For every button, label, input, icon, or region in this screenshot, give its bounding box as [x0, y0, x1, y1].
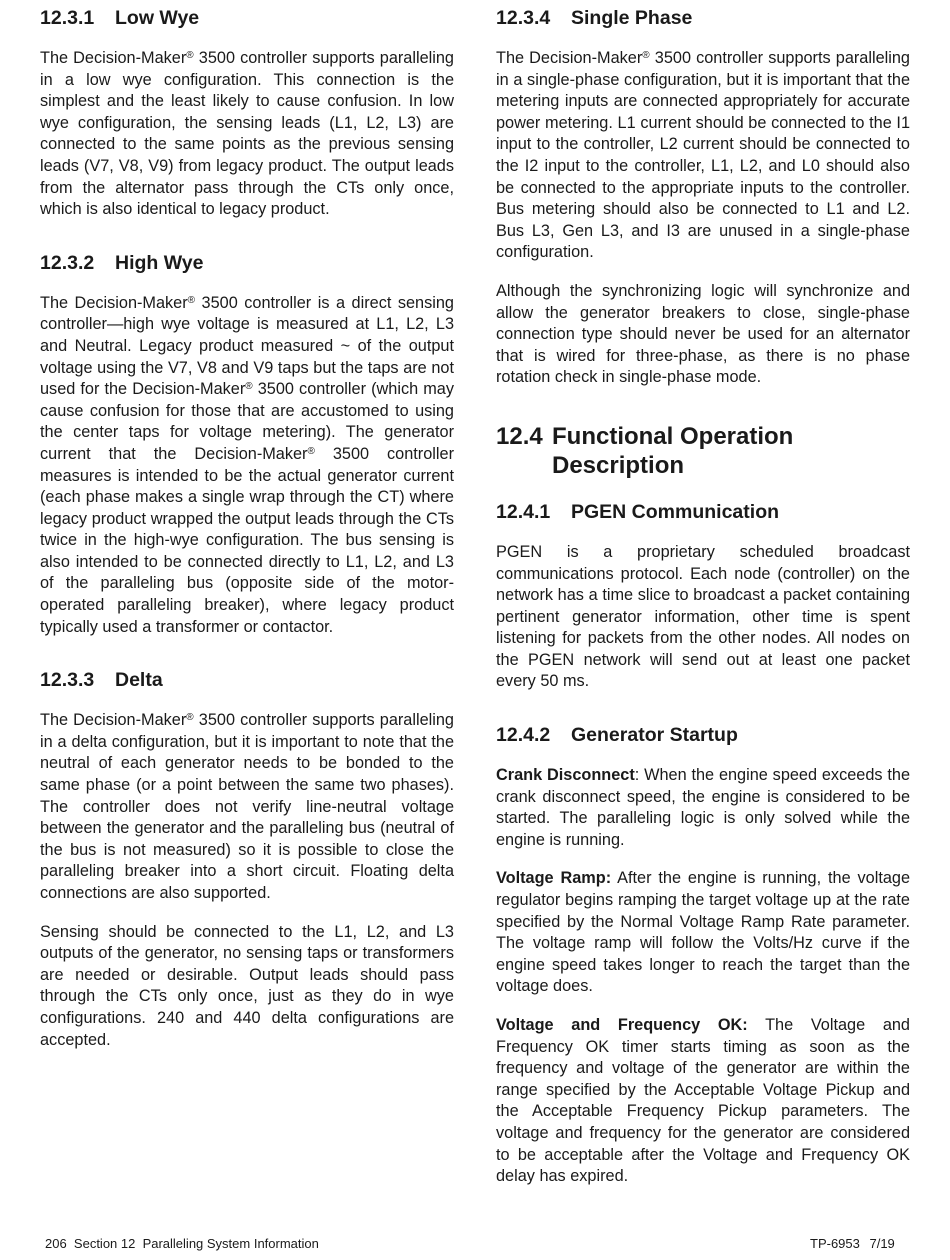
section-number: 12.3.1 [40, 7, 95, 29]
section-title: High Wye [115, 251, 204, 274]
voltage-frequency-ok-paragraph: Voltage and Frequency OK: The Voltage and Frequency OK timer starts timing as soon as the frequency and voltage of the generator are within the range specified by the Acceptable Voltage Pickup and the Acceptable Frequency Pickup parameters. The voltage and frequency for the generator are considered to be acceptable after the Voltage and Frequency OK delay has expired. [496, 1016, 910, 1186]
section-heading-generator-startup [496, 721, 910, 765]
section-heading-delta [40, 666, 454, 710]
section-number: 12.3.4 [496, 7, 551, 29]
section-number: 12.3.3 [40, 669, 95, 692]
section-title: Generator Startup [571, 724, 738, 747]
section-number: 12.3.2 [40, 251, 95, 274]
major-section-title-line2: Description [552, 451, 685, 479]
voltage-ramp-label: Voltage Ramp: [496, 869, 612, 888]
section-title: Single Phase [571, 7, 693, 29]
footer-doc-number: TP-6953 7/19 [810, 1236, 895, 1251]
high-wye-paragraph: The Decision-Maker® 3500 controller is a direct sensing controller—high wye voltage is measured at L1, L2, L3 and Neutral. Legacy product measured ~ of the output voltage using the V7, V8 and V9 taps but the taps are not used for the Decision-Maker® 3500 controller (which may cause confusion for those that are accustomed to using the center taps for voltage metering). The generator current that the Decision-Maker® 3500 controller measures is intended to be the actual generator current (each phase makes a single wrap through the CT) where legacy product wrapped the output leads through the CTs twice in the high-wye configuration. The bus sensing is also intended to be connected directly to L1, L2, and L3 of the paralleling bus (opposite side of the motor-operated paralleling breaker), where legacy product typically used a transformer or contactor. [40, 293, 454, 636]
right-column [496, 4, 910, 1188]
section-heading-high-wye [40, 249, 454, 293]
major-section-heading [496, 422, 910, 480]
single-phase-paragraph-2: Although the synchronizing logic will synchronize and allow the generator breakers to close, single-phase connection type should never be used for an alternator that is wired for three-phase, as there is no phase rotation check in single-phase mode. [496, 281, 910, 387]
left-column [40, 4, 454, 1051]
major-section-title-line1: Functional Operation [552, 422, 794, 450]
section-title: Delta [115, 669, 163, 692]
section-title: Low Wye [115, 7, 200, 29]
section-number: 12.4.1 [496, 500, 551, 523]
voltage-frequency-ok-label: Voltage and Frequency OK: [496, 1016, 748, 1034]
voltage-ramp-paragraph: Voltage Ramp: After the engine is running, the voltage regulator begins ramping the target voltage up at the rate specified by the Normal Voltage Ramp Rate parameter. The voltage ramp will follow the Volts/Hz curve if the engine speed takes longer to reach the target than the voltage does. [496, 869, 911, 996]
low-wye-paragraph: The Decision-Maker® 3500 controller supports paralleling in a low wye configuration. This connection is the simplest and the least likely to cause confusion. In low wye configuration, the sensing leads (L1, L2, L3) are connected to the same points as the previous sensing leads (V7, V8, V9) from legacy product. The output leads from the alternator pass through the CTs only once, which is also identical to legacy product. [40, 49, 454, 219]
section-title: PGEN Communication [571, 500, 780, 523]
section-heading-pgen [496, 498, 910, 542]
delta-paragraph-1: The Decision-Maker® 3500 controller supports paralleling in a delta configuration, but it is important to note that the neutral of each generator needs to be bonded to the same phase (or a point between the same two phases). The controller does not verify line-neutral voltage between the generator and the paralleling bus (neutral of the bus is not measured) so it is possible to close the paralleling breaker into a short circuit. Floating delta connections are also supported. [40, 711, 454, 902]
section-number: 12.4.2 [496, 724, 551, 747]
delta-paragraph-2: Sensing should be connected to the L1, L2, and L3 outputs of the generator, no sensing taps or transformers are needed or desirable. Output leads should pass through the CTs only once, just as they do in wye configurations. 240 and 440 delta configurations are accepted. [40, 922, 454, 1049]
crank-disconnect-label: Crank Disconnect [496, 766, 635, 785]
section-heading-low-wye [40, 4, 454, 48]
footer-page-info: 206 Section 12 Paralleling System Information [45, 1236, 319, 1251]
major-section-number: 12.4 [496, 422, 543, 450]
crank-disconnect-paragraph: Crank Disconnect: When the engine speed exceeds the crank disconnect speed, the engine is considered to be started. The paralleling logic is only solved while the engine is running. [496, 766, 910, 849]
single-phase-paragraph-1: The Decision-Maker® 3500 controller supports paralleling in a single-phase configuration, but it is important that the metering inputs are connected appropriately for accurate power metering. L1 current should be connected to the I1 input to the controller, L2 current should be connected to the I2 input to the controller, L1, L2, and L0 should also be connected to the appropriate inputs to the controller. Bus metering should also be connected to L1 and L2. Bus L3, Gen L3, and I3 are unused in a single-phase configuration. [496, 49, 910, 262]
pgen-paragraph: PGEN is a proprietary scheduled broadcast communications protocol. Each node (controller) on the network has a time slice to broadcast a packet containing pertinent generator information, other time is spent listening for packets from the other nodes. All nodes on the PGEN network will send out at least one packet every 50 ms. [496, 542, 910, 691]
section-heading-single-phase [496, 4, 910, 48]
